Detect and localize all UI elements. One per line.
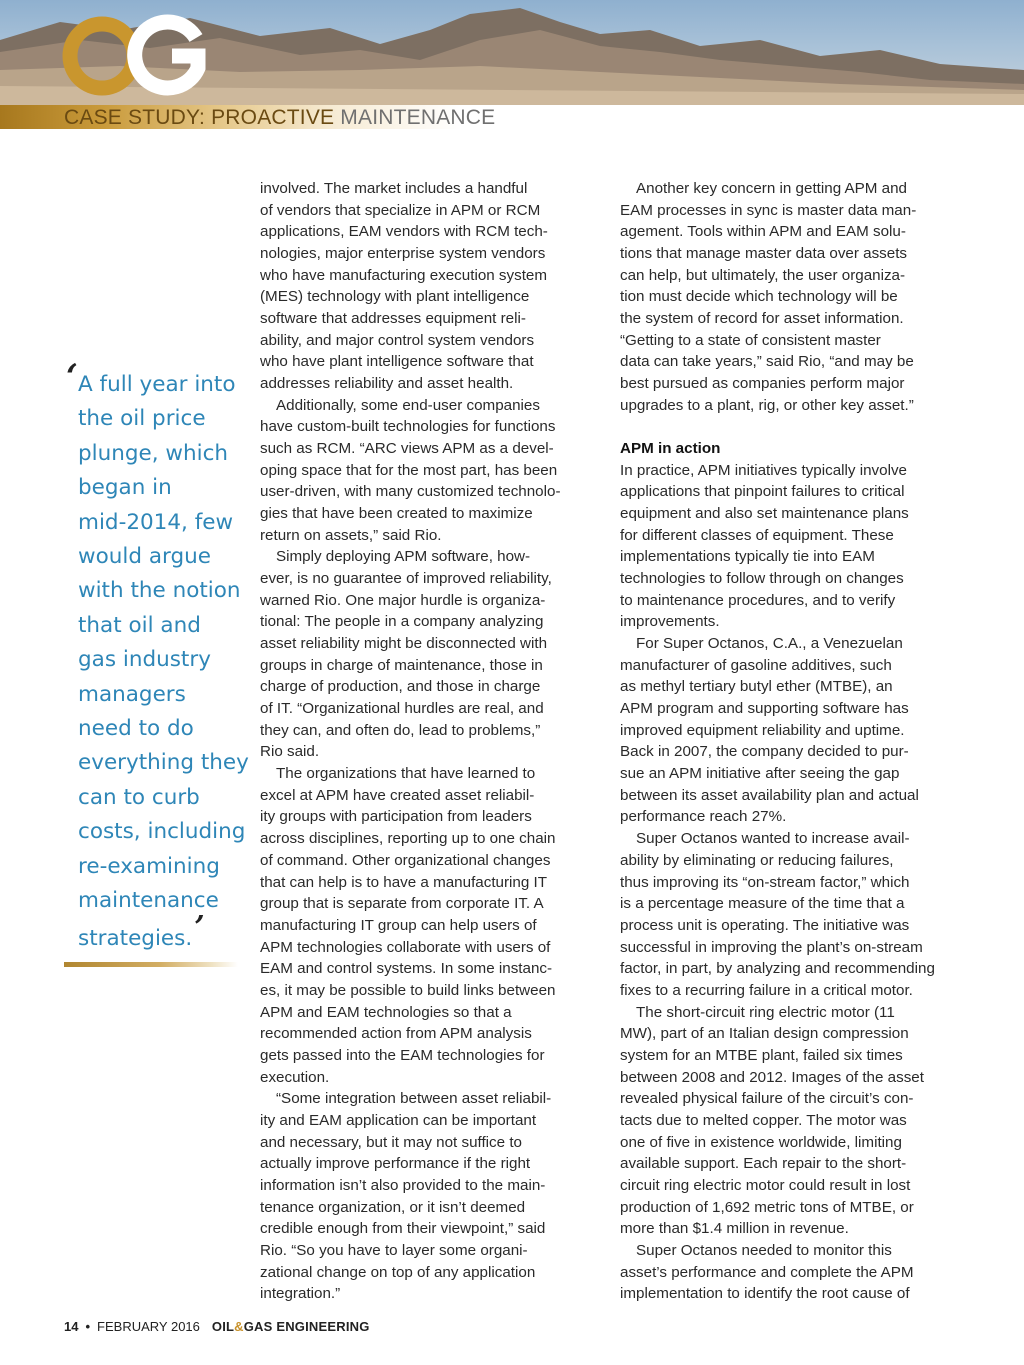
text-line: agement. Tools within APM and EAM solu-: [620, 223, 906, 241]
brand-gas-engineering: GAS ENGINEERING: [243, 1319, 370, 1334]
brand-ampersand: &: [234, 1319, 244, 1334]
text-line: fixes to a recurring failure in a critical motor.: [620, 981, 913, 999]
text-line: for different classes of equipment. These: [620, 526, 894, 544]
text-line: applications that pinpoint failures to critical: [620, 483, 905, 501]
text-line: who have plant intelligence software that: [260, 353, 534, 371]
pull-quote-line-text: that oil and: [78, 612, 201, 638]
text-line: revealed physical failure of the circuit’s con-: [620, 1090, 914, 1108]
text-line: improvements.: [620, 613, 720, 631]
text-line: group that is separate from corporate IT. A: [260, 895, 544, 913]
pull-quote-line: [64, 712, 246, 746]
text-line: manufacturer of gasoline additives, such: [620, 656, 892, 674]
text-line: Additionally, some end-user companies: [276, 396, 540, 414]
pull-quote-line-text: strategies.: [78, 925, 193, 951]
pull-quote-line: [64, 471, 246, 505]
text-line: of vendors that specialize in APM or RCM: [260, 201, 541, 219]
text-line: data can take years,” said Rio, “and may be: [620, 353, 914, 371]
text-line: charge of production, and those in charge: [260, 678, 541, 696]
pull-quote-line-text: gas industry: [78, 647, 211, 673]
pull-quote-line: [64, 909, 246, 956]
text-line: circuit ring electric motor could result in lost: [620, 1176, 911, 1194]
text-line: EAM processes in sync is master data man-: [620, 201, 917, 219]
pull-quote-line-text: mid-2014, few: [78, 509, 234, 535]
text-line: The short-circuit ring electric motor (11: [636, 1003, 895, 1021]
og-logo-icon: [60, 8, 210, 100]
text-line: involved. The market includes a handful: [260, 180, 528, 197]
text-line: factor, in part, by analyzing and recommending: [620, 960, 935, 978]
pull-quote-line-text: can to curb: [78, 784, 200, 810]
pull-quote-line-text: plunge, which: [78, 440, 229, 466]
text-line: recommended action from APM analysis: [260, 1025, 532, 1043]
text-line: one of five in existence worldwide, limiting: [620, 1133, 902, 1151]
text-line: is a percentage measure of the time that a: [620, 895, 905, 913]
page-number: 14: [64, 1319, 79, 1334]
pull-quote-line: [64, 781, 246, 815]
text-line: equipment and also set maintenance plans: [620, 505, 909, 523]
pull-quote-line-text: costs, including: [78, 819, 246, 845]
text-line: [620, 416, 960, 438]
text-line: tacts due to melted copper. The motor was: [620, 1111, 907, 1129]
text-line: credible enough from their viewpoint,” said: [260, 1220, 546, 1238]
text-line: process unit is operating. The initiative was: [620, 916, 910, 934]
text-line: asset reliability might be disconnected with: [260, 635, 548, 653]
text-line: tenance organization, or it isn’t deemed: [260, 1198, 526, 1216]
text-line: more than $1.4 million in revenue.: [620, 1220, 849, 1238]
text-line: can help, but ultimately, the user organiza-: [620, 266, 906, 284]
text-line: as methyl tertiary butyl ether (MTBE), an: [620, 678, 893, 696]
text-line: APM technologies collaborate with users of: [260, 938, 551, 956]
text-line: the system of record for asset information.: [620, 310, 904, 328]
pull-quote-text: [64, 368, 249, 956]
text-line: technologies to follow through on changes: [620, 570, 904, 588]
text-line: ability by eliminating or reducing failures,: [620, 851, 894, 869]
text-line: “Some integration between asset reliabil-: [276, 1090, 552, 1108]
pull-quote-line: [64, 609, 246, 643]
text-line: ability, and major control system vendors: [260, 331, 535, 349]
text-line: Back in 2007, the company decided to pur-: [620, 743, 909, 761]
section-title-topic: MAINTENANCE: [334, 106, 496, 129]
text-line: The organizations that have learned to: [276, 765, 536, 783]
text-line: have custom-built technologies for functions: [260, 418, 556, 436]
text-line: performance reach 27%.: [620, 808, 787, 826]
text-line: tions that manage master data over assets: [620, 245, 908, 263]
text-line: “Getting to a state of consistent master: [620, 331, 881, 349]
pull-quote-line: [64, 815, 246, 849]
subheading: APM in action: [620, 440, 721, 458]
pull-quote-rule: [64, 962, 238, 967]
text-line: EAM and control systems. In some instanc-: [260, 960, 553, 978]
text-line: Rio said.: [260, 743, 320, 761]
text-line: applications, EAM vendors with RCM tech-: [260, 223, 548, 241]
og-logo: [60, 8, 210, 100]
pull-quote-line-text: re-examining: [78, 853, 220, 879]
header-banner: [0, 0, 1024, 105]
text-line: ever, is no guarantee of improved reliability,: [260, 570, 552, 588]
body-column-middle: [260, 178, 606, 1305]
pull-quote-line-text: would argue: [78, 544, 211, 570]
pull-quote-line-text: everything they: [78, 750, 249, 776]
text-line: such as RCM. “ARC views APM as a devel-: [260, 440, 554, 458]
text-line: user-driven, with many customized technolo-: [260, 483, 561, 501]
pull-quote-line: [64, 506, 246, 540]
text-line: implementation to identify the root cause of: [620, 1285, 910, 1303]
pull-quote-line: [64, 402, 246, 436]
text-line: who have manufacturing execution system: [260, 266, 548, 284]
text-line: available support. Each repair to the short-: [620, 1155, 907, 1173]
text-line: tion must decide which technology will be: [620, 288, 898, 306]
text-line: between its asset availability plan and actual: [620, 786, 919, 804]
pull-quote-line: [64, 678, 246, 712]
text-line: of command. Other organizational changes: [260, 851, 551, 869]
pull-quote-line: [64, 540, 246, 574]
brand-oil: OIL: [211, 1319, 235, 1334]
pull-quote-line: [64, 574, 246, 608]
pull-quote: [64, 357, 249, 956]
text-line: software that addresses equipment reli-: [260, 310, 526, 328]
text-line: of IT. “Organizational hurdles are real, and: [260, 700, 544, 718]
close-quote-mark: ’: [194, 909, 205, 945]
text-line: they can, and often do, lead to problems,”: [260, 721, 541, 739]
pull-quote-line-text: with the notion: [78, 578, 241, 604]
section-title: [64, 106, 495, 130]
text-line: actually improve performance if the right: [260, 1155, 531, 1173]
text-line: MW), part of an Italian design compression: [620, 1025, 909, 1043]
text-line: implementations typically tie into EAM: [620, 548, 875, 566]
text-line: between 2008 and 2012. Images of the asset: [620, 1068, 924, 1086]
text-line: zational change on top of any application: [260, 1263, 536, 1281]
text-line: return on assets,” said Rio.: [260, 526, 442, 544]
text-line: across disciplines, reporting up to one chain: [260, 830, 556, 848]
pull-quote-line: [64, 368, 246, 402]
pull-quote-line-text: need to do: [78, 716, 194, 742]
text-line: Rio. “So you have to layer some organi-: [260, 1241, 528, 1259]
text-line: es, it may be possible to build links between: [260, 981, 556, 999]
text-line: improved equipment reliability and uptime.: [620, 721, 905, 739]
pull-quote-line: [64, 850, 246, 884]
text-line: to maintenance procedures, and to verify: [620, 591, 896, 609]
pull-quote-line: [64, 437, 246, 471]
footer-separator: •: [85, 1319, 91, 1334]
text-line: upgrades to a plant, rig, or other key asset.”: [620, 396, 914, 414]
pull-quote-line: [64, 643, 246, 677]
text-line: information isn’t also provided to the main-: [260, 1176, 546, 1194]
text-line: warned Rio. One major hurdle is organiza-: [260, 591, 546, 609]
open-quote-mark: ‘: [66, 357, 78, 397]
body-column-right: [620, 178, 960, 1305]
text-line: (MES) technology with plant intelligence: [260, 288, 530, 306]
text-line: APM program and supporting software has: [620, 700, 909, 718]
text-line: Super Octanos wanted to increase avail-: [636, 830, 910, 848]
pull-quote-line: [64, 884, 246, 918]
text-line: integration.”: [260, 1285, 341, 1303]
pull-quote-line-text: the oil price: [78, 406, 206, 432]
page-footer: [64, 1318, 370, 1336]
text-line: Simply deploying APM software, how-: [276, 548, 531, 566]
text-line: For Super Octanos, C.A., a Venezuelan: [636, 635, 903, 653]
text-line: execution.: [260, 1068, 330, 1086]
text-line: best pursued as companies perform major: [620, 375, 905, 393]
text-line: that can help is to have a manufacturing IT: [260, 873, 548, 891]
text-line: thus improving its “on-stream factor,” which: [620, 873, 910, 891]
text-line: In practice, APM initiatives typically involve: [620, 461, 907, 479]
text-line: manufacturing IT group can help users of: [260, 916, 537, 934]
issue-date: FEBRUARY 2016: [97, 1319, 200, 1334]
pull-quote-line-text: managers: [78, 681, 186, 707]
text-line: asset’s performance and complete the APM: [620, 1263, 914, 1281]
text-line: successful in improving the plant’s on-stream: [620, 938, 923, 956]
text-line: and necessary, but it may not suffice to: [260, 1133, 522, 1151]
text-line: gies that have been created to maximize: [260, 505, 533, 523]
section-title-case-study: CASE STUDY: PROACTIVE: [64, 106, 335, 129]
text-line: excel at APM have created asset reliabil-: [260, 786, 535, 804]
pull-quote-line-text: maintenance: [78, 888, 219, 914]
magazine-name: [212, 1319, 370, 1334]
text-line: gets passed into the EAM technologies for: [260, 1046, 545, 1064]
text-line: tional: The people in a company analyzing: [260, 613, 544, 631]
text-line: production of 1,692 metric tons of MTBE, or: [620, 1198, 914, 1216]
text-line: groups in charge of maintenance, those in: [260, 656, 543, 674]
text-line: system for an MTBE plant, failed six times: [620, 1046, 903, 1064]
text-line: APM and EAM technologies so that a: [260, 1003, 512, 1021]
text-line: ity and EAM application can be important: [260, 1111, 537, 1129]
text-line: nologies, major enterprise system vendors: [260, 245, 546, 263]
text-line: ity groups with participation from leaders: [260, 808, 532, 826]
text-line: Another key concern in getting APM and: [636, 180, 908, 197]
pull-quote-line-text: A full year into: [78, 372, 236, 397]
pull-quote-line-text: began in: [78, 475, 172, 501]
text-line: Super Octanos needed to monitor this: [636, 1241, 892, 1259]
text-line: oping space that for the most part, has been: [260, 461, 558, 479]
text-line: addresses reliability and asset health.: [260, 375, 514, 393]
text-line: sue an APM initiative after seeing the gap: [620, 765, 900, 783]
pull-quote-line: [64, 746, 249, 780]
